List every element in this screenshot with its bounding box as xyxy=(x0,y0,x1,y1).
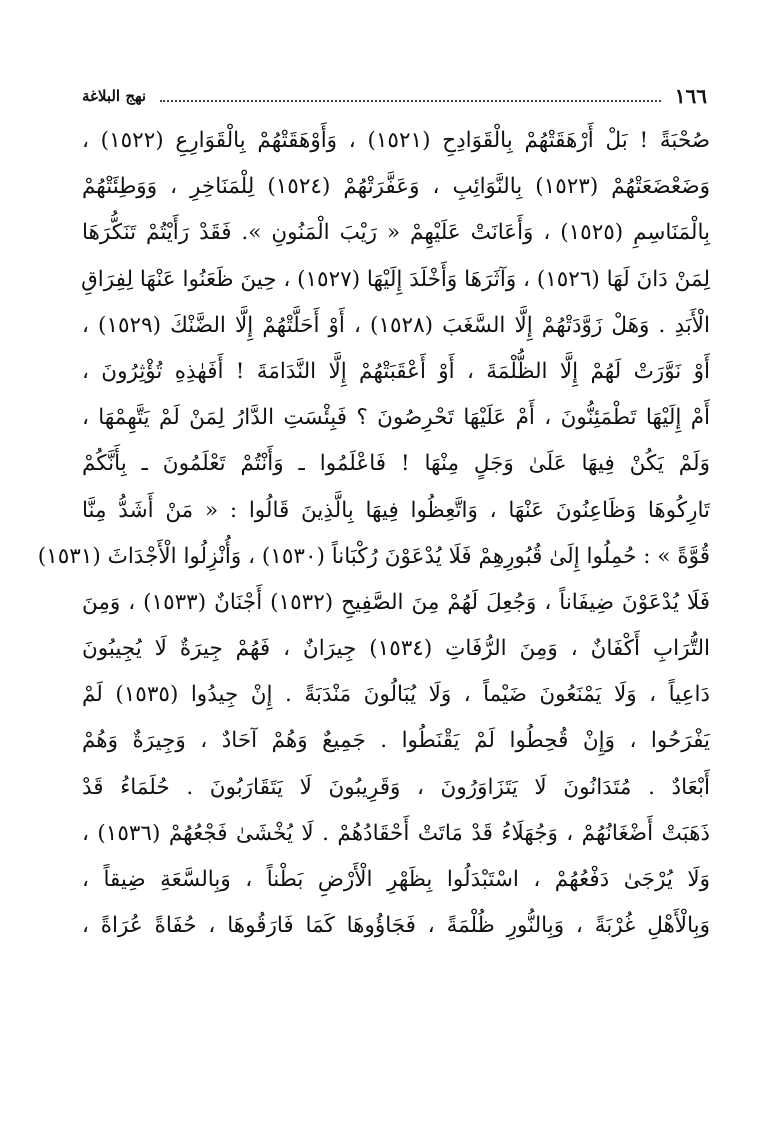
text-line: وَبِالْأَهْلِ غُرْبَةً ، وَبِالنُّورِ ظُلْمَةً ، فَجَاؤُوهَا كَمَا فَارَقُوهَا ، حُفَاةً عُرَاةً ، xyxy=(82,913,710,939)
book-title: نهج البلاغة xyxy=(82,87,147,105)
body-text xyxy=(37,118,710,949)
page-number: ١٦٦ xyxy=(674,84,707,108)
text-line: لِمَنْ دَانَ لَهَا (١٥٢٦) ، وَآثَرَهَا وَأَخْلَدَ إِلَيْهَا (١٥٢٧) ، حِينَ ظَعَنُوا عَنْهَا لِفِرَاقِ xyxy=(81,266,710,292)
text-line: وَضَعْضَعَتْهُمْ (١٥٢٣) بِالنَّوَائِبِ ، وَعَفَّرَتْهُمْ (١٥٢٤) لِلْمَنَاخِرِ ، وَوَطِئَتْهُمْ xyxy=(82,174,710,200)
text-line: التُّرَابِ أَكْفَانٌ ، وَمِنَ الرُّفَاتِ (١٥٣٤) جِيرَانٌ ، فَهُمْ جِيرَةٌ لَا يُجِيبُونَ xyxy=(82,636,710,662)
running-header xyxy=(82,78,707,108)
text-line: أَوْ نَوَّرَتْ لَهُمْ إِلَّا الظُّلْمَةَ ، أَوْ أَعْقَبَتْهُمْ إِلَّا النَّدَامَةَ ! أَفَهٰذِهِ تُؤْثِرُونَ ، xyxy=(82,358,710,384)
text-line: قُوَّةً » : حُمِلُوا إِلَىٰ قُبُورِهِمْ فَلَا يُدْعَوْنَ رُكْبَاناً (١٥٣٠) ، وَأُنْزِلُوا الْأَجْدَاثَ (١٥٣١) xyxy=(37,543,710,569)
text-line: بِالْمَنَاسِمِ (١٥٢٥) ، وَأَعَانَتْ عَلَيْهِمْ « رَيْبَ الْمَنُونِ ». فَقَدْ رَأَيْتُمْ تَنَكُّرَهَا xyxy=(82,220,710,246)
text-line: أَمْ إِلَيْهَا تَطْمَئِنُّونَ ، أَمْ عَلَيْهَا تَحْرِصُونَ ؟ فَبِئْسَتِ الدَّارُ لِمَنْ لَمْ يَتَّهِمْهَا ، xyxy=(82,405,710,431)
text-line: ذَهَبَتْ أَضْغَانُهُمْ ، وَجُهَلَاءُ قَدْ مَاتَتْ أَحْقَادُهُمْ . لَا يُخْشَىٰ فَجْعُهُمْ (١٥٣٦) ، xyxy=(82,820,710,846)
text-line: وَلَمْ يَكُنْ فِيهَا عَلَىٰ وَجَلٍ مِنْهَا ! فَاعْلَمُوا ـ وَأَنْتُمْ تَعْلَمُونَ ـ بِأَنَّكُمْ xyxy=(82,451,710,477)
text-line: الْأَبَدِ . وَهَلْ زَوَّدَتْهُمْ إِلَّا السَّغَبَ (١٥٢٨) ، أَوْ أَحَلَّتْهُمْ إِلَّا الضَّنْكَ (١٥٢٩) ، xyxy=(82,312,710,338)
text-line: يَفْرَحُوا ، وَإِنْ قُحِطُوا لَمْ يَقْنَطُوا . جَمِيعٌ وَهُمْ آحَادٌ ، وَجِيرَةٌ وَهُمْ xyxy=(82,728,710,754)
text-line: أَبْعَادٌ . مُتَدَانُونَ لَا يَتَزَاوَرُونَ ، وَقَرِيبُونَ لَا يَتَقَارَبُونَ . حُلَمَاءُ قَدْ xyxy=(82,774,710,800)
text-line: تَارِكُوهَا وَظَاعِنُونَ عَنْهَا ، وَاتَّعِظُوا فِيهَا بِالَّذِينَ قَالُوا : « مَنْ أَشَدُّ مِنَّا xyxy=(82,497,710,523)
text-line: صُحْبَةً ! بَلْ أَرْهَقَتْهُمْ بِالْقَوَادِحِ (١٥٢١) ، وَأَوْهَقَتْهُمْ بِالْقَوَارِعِ (١٥٢٢) ، xyxy=(82,128,710,153)
text-line: وَلَا يُرْجَىٰ دَفْعُهُمْ ، اسْتَبْدَلُوا بِظَهْرِ الْأَرْضِ بَطْناً ، وَبِالسَّعَةِ ضِيقاً ، xyxy=(82,867,710,892)
text-line: دَاعِياً ، وَلَا يَمْنَعُونَ ضَيْماً ، وَلَا يُبَالُونَ مَنْدَبَةً . إِنْ جِيدُوا (١٥٣٥) لَمْ xyxy=(82,682,710,708)
header-dotted-rule xyxy=(160,100,661,102)
text-line: فَلَا يُدْعَوْنَ ضِيفَاناً ، وَجُعِلَ لَهُمْ مِنَ الصَّفِيحِ (١٥٣٢) أَجْنَانٌ (١٥٣٣) ، وَمِنَ xyxy=(82,589,710,615)
